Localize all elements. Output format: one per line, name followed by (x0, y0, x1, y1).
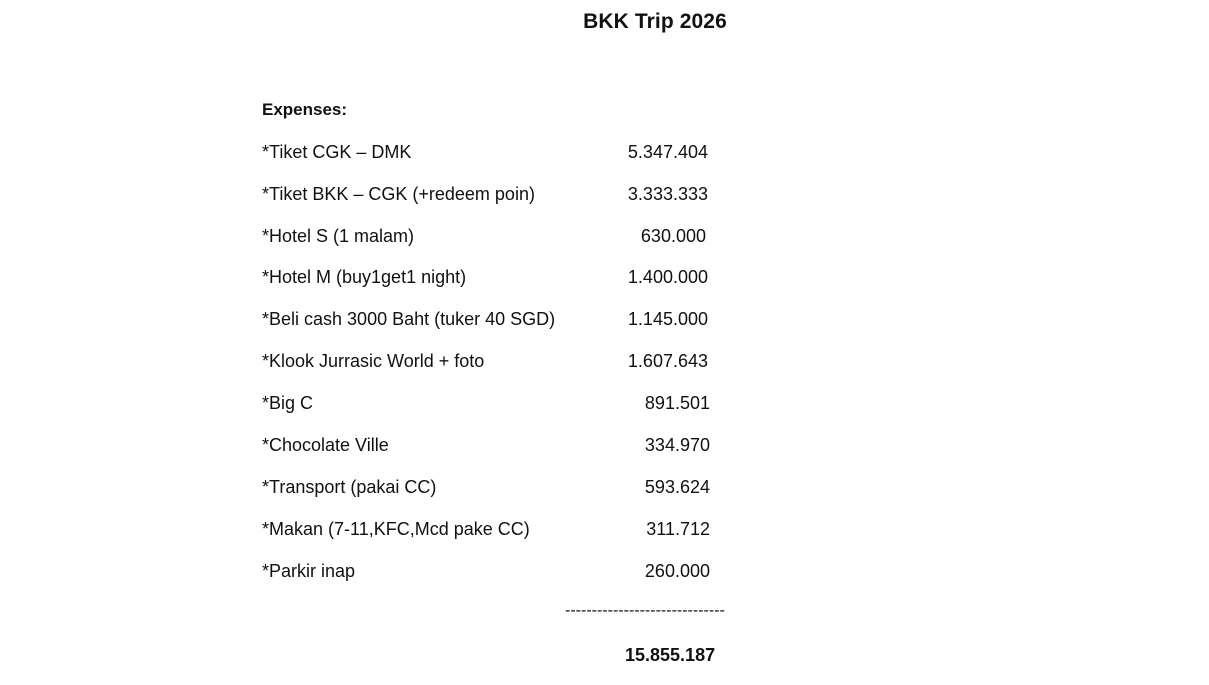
expense-amount: 891.501 (644, 393, 710, 413)
expense-row (262, 142, 762, 166)
expense-row (262, 435, 762, 459)
expense-amount: 593.624 (644, 477, 710, 497)
expenses-heading: Expenses: (262, 100, 348, 119)
document-title: BKK Trip 2026 (583, 10, 727, 33)
expense-amount: 3.333.333 (627, 184, 708, 204)
expense-amount: 334.970 (644, 435, 710, 455)
expense-label: *Transport (pakai CC) (262, 477, 437, 497)
expense-row (262, 351, 762, 375)
expense-row (262, 393, 762, 417)
expense-row (262, 226, 762, 250)
expense-amount: 1.607.643 (627, 351, 708, 371)
expense-row (262, 561, 762, 585)
total-divider: ------------------------------ (565, 602, 725, 619)
expense-label: *Parkir inap (262, 561, 356, 581)
expense-row (262, 184, 762, 208)
expense-amount: 1.145.000 (627, 309, 708, 329)
expense-label: *Chocolate Ville (262, 435, 389, 455)
expense-label: *Hotel S (1 malam) (262, 226, 415, 246)
expense-label: *Hotel M (buy1get1 night) (262, 267, 467, 287)
expense-amount: 5.347.404 (627, 142, 708, 162)
total-amount: 15.855.187 (625, 645, 716, 665)
expense-label: *Tiket BKK – CGK (+redeem poin) (262, 184, 535, 204)
expense-label: *Tiket CGK – DMK (262, 142, 412, 162)
expense-label: *Beli cash 3000 Baht (tuker 40 SGD) (262, 309, 556, 329)
expense-row (262, 519, 762, 543)
expense-amount: 311.712 (646, 519, 710, 539)
expense-amount: 260.000 (644, 561, 710, 581)
expense-row (262, 309, 762, 333)
expense-label: *Big C (262, 393, 314, 413)
expense-amount: 1.400.000 (627, 267, 708, 287)
expense-row (262, 477, 762, 501)
expense-row (262, 267, 762, 291)
expense-label: *Makan (7-11,KFC,Mcd pake CC) (262, 519, 530, 539)
expense-amount: 630.000 (640, 226, 706, 246)
expense-label: *Klook Jurrasic World + foto (262, 351, 485, 371)
